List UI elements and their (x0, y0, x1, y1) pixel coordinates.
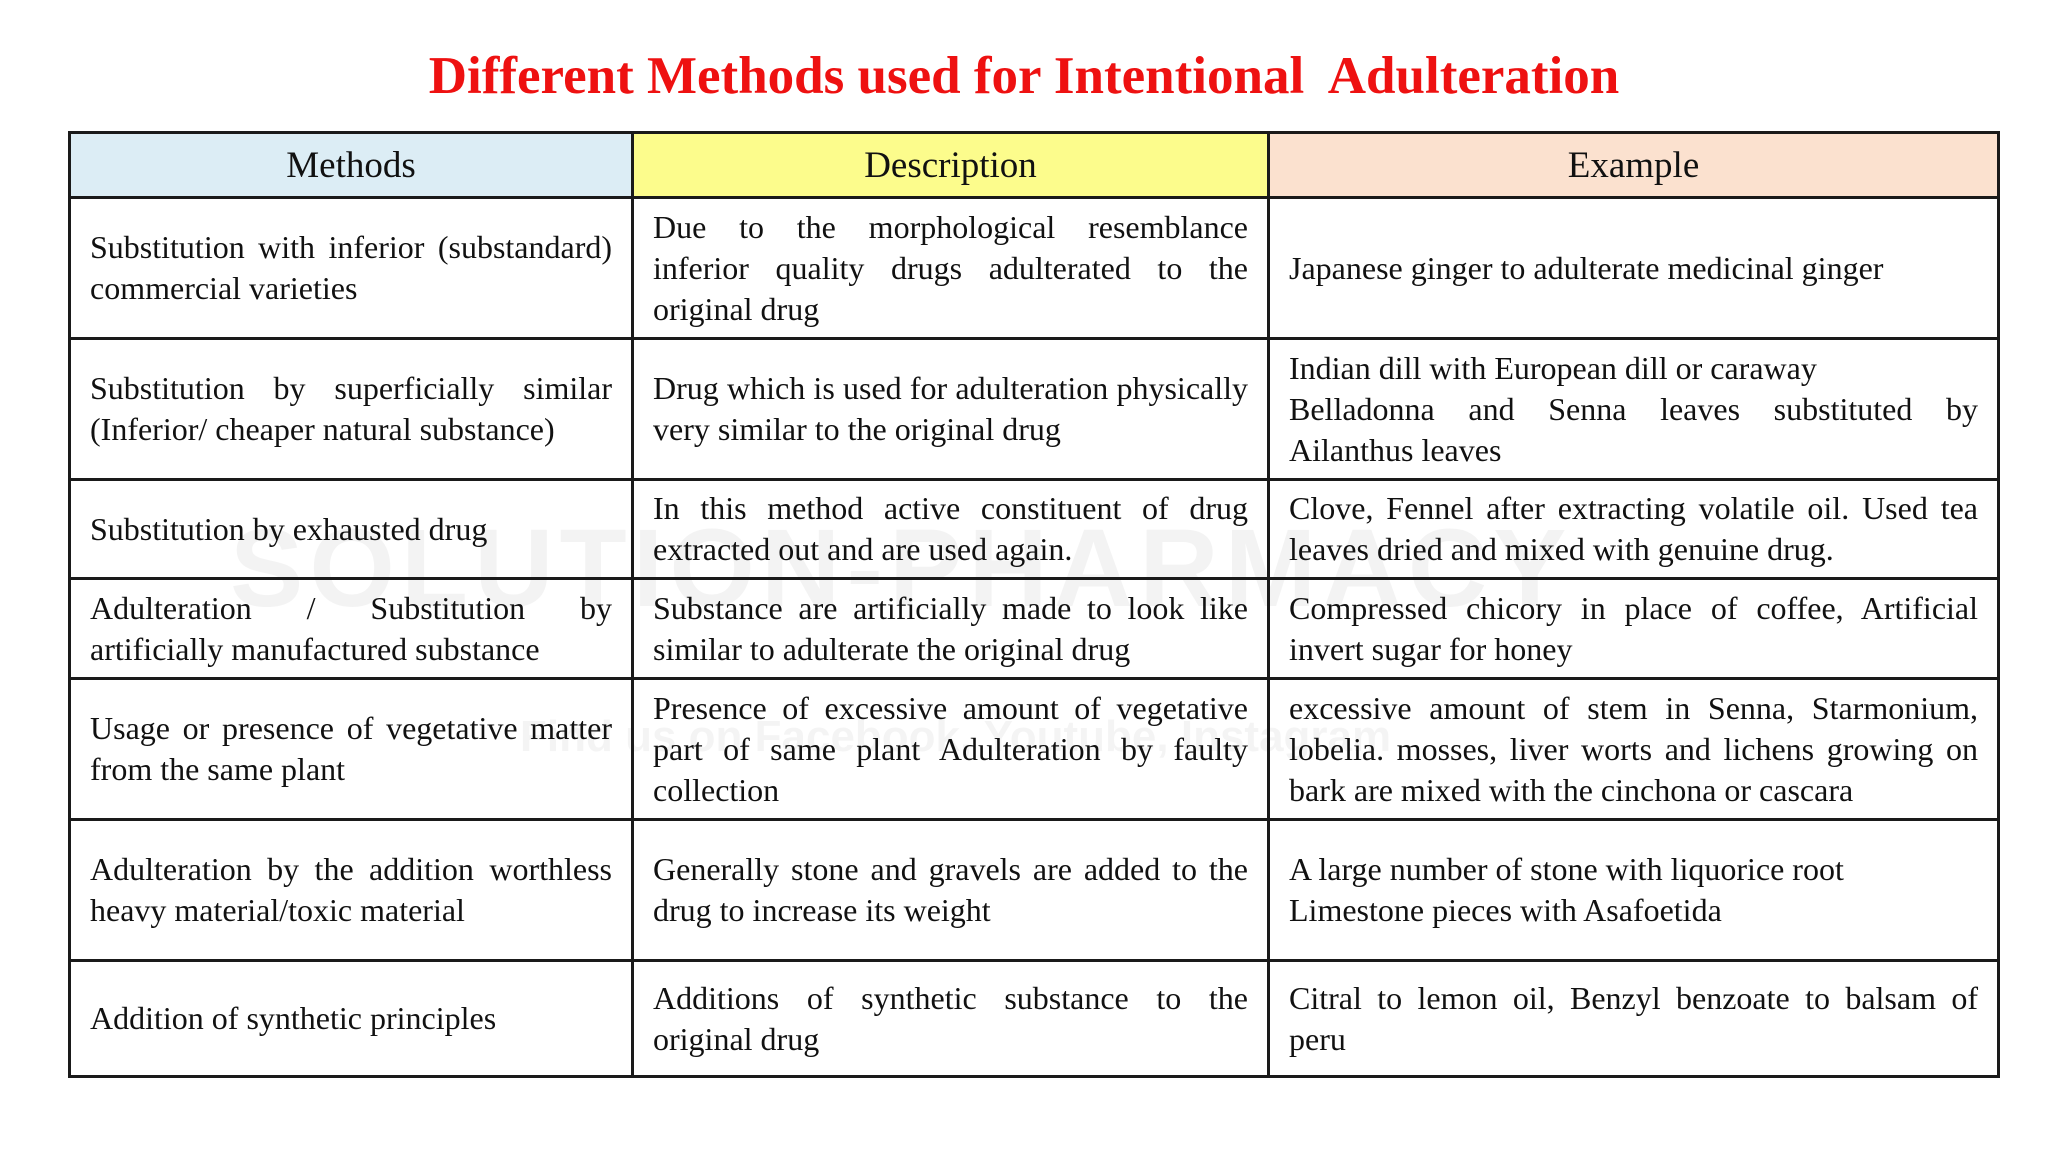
example-line: Limestone pieces with Asafoetida (1289, 892, 1722, 928)
table-row (70, 961, 1999, 1077)
method-cell: Usage or presence of vegetative matter from the same plant (70, 679, 633, 820)
example-cell: Japanese ginger to adulterate medicinal ginger (1269, 198, 1999, 339)
header-example: Example (1269, 133, 1999, 198)
example-cell (1269, 339, 1999, 480)
description-cell: Substance are artificially made to look like similar to adulterate the original drug (633, 579, 1269, 679)
method-cell: Substitution by exhausted drug (70, 480, 633, 579)
table-header-row (70, 133, 1999, 198)
table-row (70, 480, 1999, 579)
header-description: Description (633, 133, 1269, 198)
table-row (70, 679, 1999, 820)
example-cell: excessive amount of stem in Senna, Starmonium, lobelia. mosses, liver worts and lichens growing on bark are mixed with the cinchona or cascara (1269, 679, 1999, 820)
table-row (70, 198, 1999, 339)
method-cell: Addition of synthetic principles (70, 961, 633, 1077)
example-cell: Citral to lemon oil, Benzyl benzoate to balsam of peru (1269, 961, 1999, 1077)
method-cell: Substitution by superficially similar (Inferior/ cheaper natural substance) (70, 339, 633, 480)
description-cell: Drug which is used for adulteration physically very similar to the original drug (633, 339, 1269, 480)
page-title: Different Methods used for Intentional Adulteration (428, 47, 1620, 105)
example-line: Belladonna and Senna leaves substituted by Ailanthus leaves (1289, 390, 1978, 468)
method-cell: Substitution with inferior (substandard) commercial varieties (70, 198, 633, 339)
method-cell: Adulteration by the addition worthless heavy material/toxic material (70, 820, 633, 961)
example-cell: Compressed chicory in place of coffee, Artificial invert sugar for honey (1269, 579, 1999, 679)
example-cell (1269, 820, 1999, 961)
description-cell: Due to the morphological resemblance inferior quality drugs adulterated to the original drug (633, 198, 1269, 339)
table-row (70, 579, 1999, 679)
description-cell: Presence of excessive amount of vegetative part of same plant Adulteration by faulty collection (633, 679, 1269, 820)
table-row (70, 820, 1999, 961)
example-line: Indian dill with European dill or caraway (1289, 349, 1817, 386)
adulteration-methods-table (68, 131, 2000, 1078)
header-methods: Methods (70, 133, 633, 198)
description-cell: Generally stone and gravels are added to the drug to increase its weight (633, 820, 1269, 961)
description-cell: Additions of synthetic substance to the original drug (633, 961, 1269, 1077)
example-cell: Clove, Fennel after extracting volatile oil. Used tea leaves dried and mixed with genuine drug. (1269, 480, 1999, 579)
description-cell: In this method active constituent of drug extracted out and are used again. (633, 480, 1269, 579)
example-line: A large number of stone with liquorice root (1289, 851, 1844, 887)
method-cell: Adulteration / Substitution by artificially manufactured substance (70, 579, 633, 679)
table-row (70, 339, 1999, 480)
